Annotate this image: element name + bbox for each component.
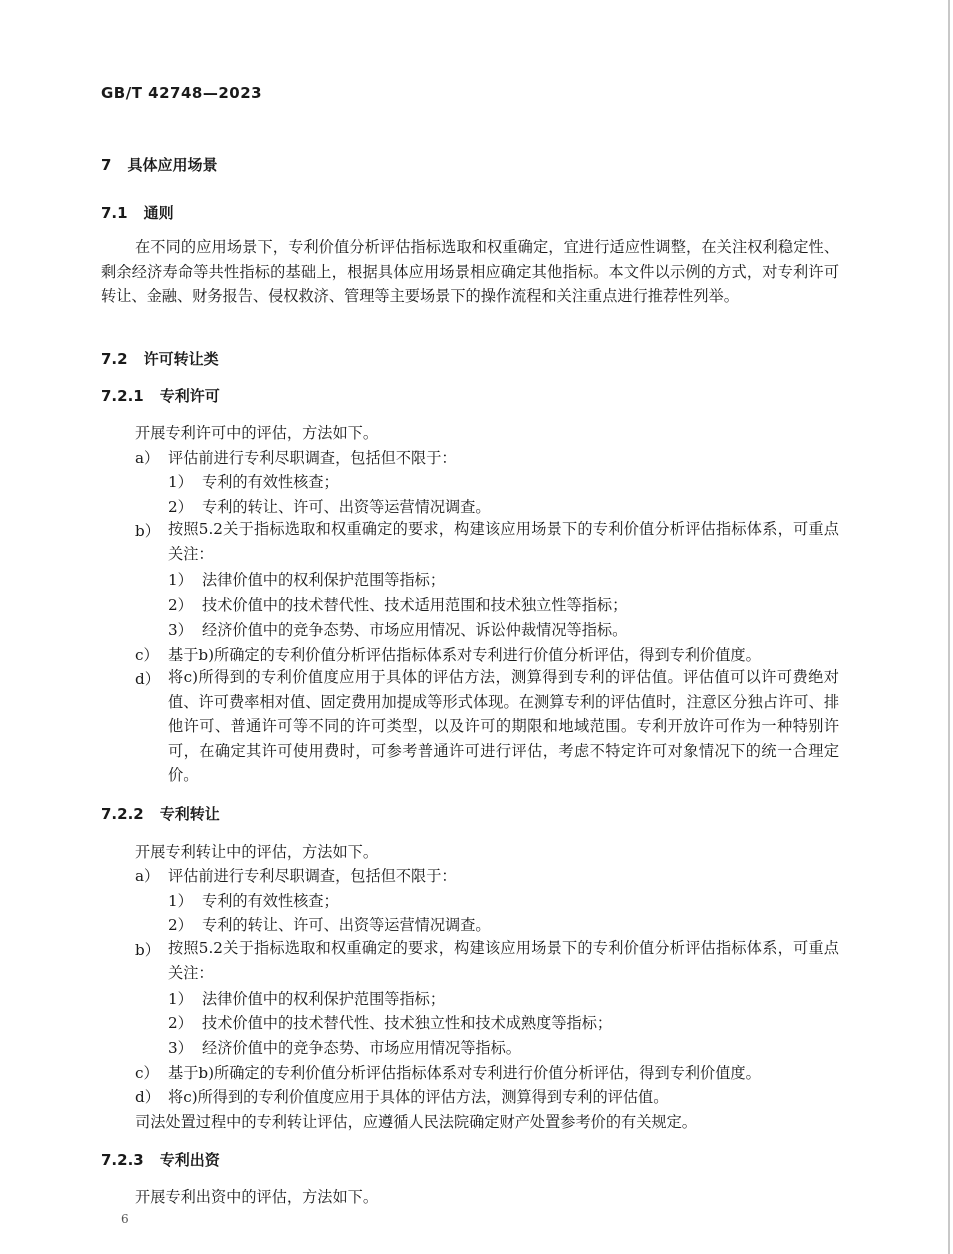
section-7-1-heading — [101, 202, 174, 223]
section-title: 专利出资 — [159, 1151, 220, 1169]
section-number: 7.2.2 — [101, 805, 144, 823]
note-text: 司法处置过程中的专利转让评估，应遵循人民法院确定财产处置参考价的有关规定。 — [135, 1113, 697, 1131]
list-item-text: 将c)所得到的专利价值度应用于具体的评估方法，测算得到专利的评估值。 — [168, 1088, 669, 1106]
sublist-item-text: 专利的转让、许可、出资等运营情况调查。 — [202, 498, 491, 516]
section-7-2-3-heading — [101, 1149, 220, 1170]
list-marker: a） — [135, 449, 160, 467]
sublist-item-text: 专利的有效性核查； — [202, 473, 339, 491]
sublist-marker: 1） — [168, 473, 193, 491]
standard-code: GB/T 42748—2023 — [101, 84, 263, 102]
section-number: 7 — [101, 156, 112, 174]
list-marker: b） — [135, 941, 160, 959]
list-item-text: 按照5.2关于指标选取和权重确定的要求，构建该应用场景下的专利价值分析评估指标体系，可重点关注： — [168, 520, 839, 563]
list-item-text: 评估前进行专利尽职调查，包括但不限于： — [168, 449, 457, 467]
sublist-marker: 2） — [168, 916, 193, 934]
list-marker: c） — [135, 646, 159, 664]
sublist-item-text: 法律价值中的权利保护范围等指标； — [202, 571, 445, 589]
list-item-text: 将c)所得到的专利价值度应用于具体的评估方法，测算得到专利的评估值。评估值可以许可费绝对值、许可费率相对值、固定费用加提成等形式体现。在测算专利的评估值时，注意区分独占许可、排他许可、普通许可等不同的许可类型，以及许可的期限和地域范围。专利开放许可作为一种特别许可，在确定其许可使用费时，可参考普通许可进行评估，考虑不特定许可对象情况下的统一合理定价。 — [168, 668, 839, 784]
sublist-item-text: 专利的有效性核查； — [202, 892, 339, 910]
section-title: 专利转让 — [159, 805, 220, 823]
sublist-item-text: 经济价值中的竞争态势、市场应用情况等指标。 — [202, 1039, 521, 1057]
list-marker: d） — [135, 1088, 160, 1106]
list-item-text: 基于b)所确定的专利价值分析评估指标体系对专利进行价值分析评估，得到专利价值度。 — [168, 1064, 761, 1082]
list-item-text: 按照5.2关于指标选取和权重确定的要求，构建该应用场景下的专利价值分析评估指标体系，可重点关注： — [168, 939, 839, 982]
list-item-text: 评估前进行专利尽职调查，包括但不限于： — [168, 867, 457, 885]
section-title: 许可转让类 — [143, 350, 219, 368]
sublist-marker: 3） — [168, 621, 193, 639]
section-7-heading — [101, 154, 217, 175]
sublist-marker: 2） — [168, 596, 193, 614]
sublist-marker: 1） — [168, 571, 193, 589]
section-number: 7.2.1 — [101, 387, 144, 405]
intro-text: 开展专利许可中的评估，方法如下。 — [135, 424, 378, 442]
sublist-marker: 1） — [168, 892, 193, 910]
sublist-item-text: 技术价值中的技术替代性、技术适用范围和技术独立性等指标； — [202, 596, 628, 614]
intro-text: 开展专利出资中的评估，方法如下。 — [135, 1188, 378, 1206]
sublist-item-text: 法律价值中的权利保护范围等指标； — [202, 990, 445, 1008]
section-7-1-paragraph: 在不同的应用场景下，专利价值分析评估指标选取和权重确定，宜进行适应性调整，在关注权利稳定性、剩余经济寿命等共性指标的基础上，根据具体应用场景相应确定其他指标。本文件以示例的方式，对专利许可转让、金融、财务报告、侵权救济、管理等主要场景下的操作流程和关注重点进行推荐性列举。 — [101, 238, 839, 305]
sublist-marker: 2） — [168, 498, 193, 516]
list-marker: a） — [135, 867, 160, 885]
sublist-item-text: 专利的转让、许可、出资等运营情况调查。 — [202, 916, 491, 934]
section-number: 7.2.3 — [101, 1151, 144, 1169]
list-marker: c） — [135, 1064, 159, 1082]
list-marker: d） — [135, 670, 160, 688]
list-marker: b） — [135, 522, 160, 540]
sublist-marker: 2） — [168, 1014, 193, 1032]
sublist-item-text: 技术价值中的技术替代性、技术独立性和技术成熟度等指标； — [202, 1014, 613, 1032]
sublist-item-text: 经济价值中的竞争态势、市场应用情况、诉讼仲裁情况等指标。 — [202, 621, 628, 639]
sublist-marker: 1） — [168, 990, 193, 1008]
section-number: 7.2 — [101, 350, 128, 368]
section-title: 通则 — [143, 204, 174, 222]
list-item-text: 基于b)所确定的专利价值分析评估指标体系对专利进行价值分析评估，得到专利价值度。 — [168, 646, 761, 664]
section-number: 7.1 — [101, 204, 128, 222]
page-edge — [948, 0, 950, 1254]
intro-text: 开展专利转让中的评估，方法如下。 — [135, 843, 378, 861]
section-7-2-heading — [101, 348, 219, 369]
section-7-2-1-heading — [101, 385, 220, 406]
section-title: 具体应用场景 — [127, 156, 218, 174]
section-7-2-2-heading — [101, 803, 220, 824]
sublist-marker: 3） — [168, 1039, 193, 1057]
page-number: 6 — [121, 1212, 129, 1226]
section-title: 专利许可 — [159, 387, 220, 405]
